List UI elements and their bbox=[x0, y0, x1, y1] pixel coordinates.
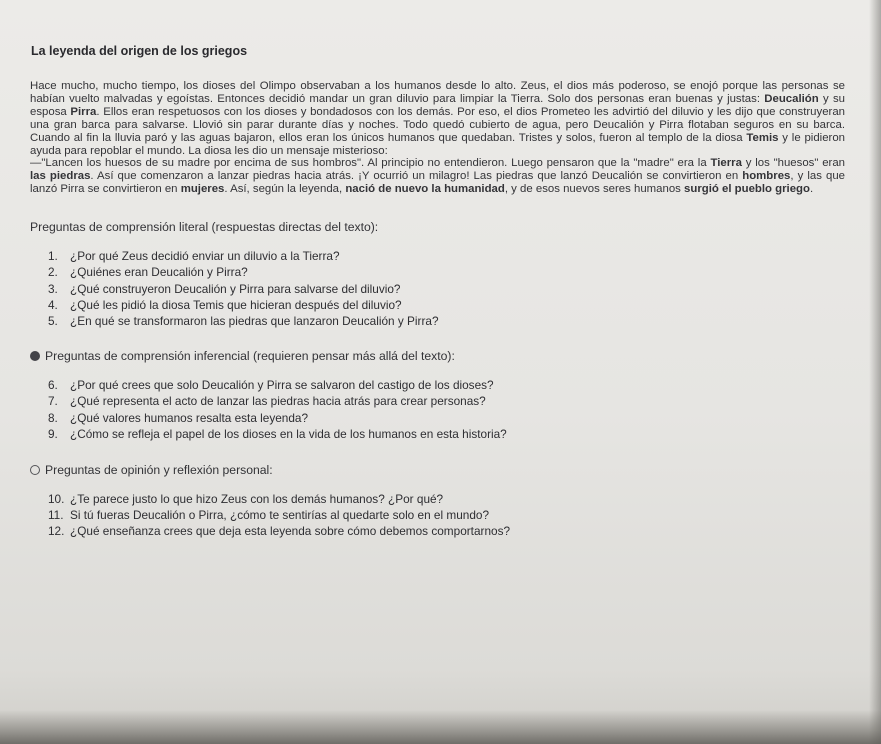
question-text: ¿Cómo se refleja el papel de los dioses en la vida de los humanos en esta historia? bbox=[70, 426, 507, 441]
question-text: ¿Qué representa el acto de lanzar las piedras hacia atrás para crear personas? bbox=[70, 394, 486, 409]
question-list-opinion bbox=[30, 491, 845, 540]
page-edge-shadow bbox=[869, 0, 881, 744]
story-text bbox=[30, 80, 845, 196]
question-number: 2. bbox=[48, 265, 58, 280]
question-item bbox=[48, 393, 845, 409]
bold-phrase: Deucalión bbox=[764, 92, 819, 105]
question-item bbox=[48, 313, 845, 329]
question-number: 4. bbox=[48, 297, 58, 312]
question-number: 10. bbox=[48, 491, 65, 506]
question-number: 12. bbox=[48, 524, 65, 539]
section-heading-opinion bbox=[30, 463, 845, 477]
question-item bbox=[48, 377, 845, 393]
question-number: 1. bbox=[48, 249, 58, 264]
story-paragraph-2 bbox=[30, 157, 845, 195]
question-text: ¿Qué les pidió la diosa Temis que hicieran después del diluvio? bbox=[70, 297, 402, 312]
story-paragraph-1 bbox=[30, 80, 845, 157]
story-run: —"Lancen los huesos de su madre por encima de sus hombros". Al principio no entendieron. Luego pensaron que la "madre" era la bbox=[30, 157, 711, 170]
question-item bbox=[48, 491, 845, 507]
question-item bbox=[48, 297, 845, 313]
story-run: . bbox=[809, 183, 814, 196]
question-text: ¿Qué enseñanza crees que deja esta leyenda sobre cómo debemos comportarnos? bbox=[70, 524, 511, 539]
story-run: , y de esos nuevos seres humanos bbox=[504, 183, 685, 196]
story-run: Hace mucho, mucho tiempo, los dioses del Olimpo observaban a los humanos desde lo alto. Zeus, el dios más poderoso, se enojó porque las personas se habían vuelto malvadas y egoístas. Entonces decidió mandar un gran diluvio para limpiar la Tierra. Solo dos personas eran buenas y justas: bbox=[30, 80, 845, 105]
filled-bullet-icon bbox=[30, 351, 40, 361]
story-run: y los "huesos" eran bbox=[741, 157, 845, 170]
question-text: ¿En qué se transformaron las piedras que lanzaron Deucalión y Pirra? bbox=[70, 313, 439, 328]
section-heading-text: Preguntas de opinión y reflexión personal: bbox=[45, 462, 273, 477]
story-run: y le pidieron ayuda para repoblar el mundo. La diosa les dio un mensaje misterioso: bbox=[30, 131, 845, 157]
question-item bbox=[48, 248, 845, 264]
question-item bbox=[48, 410, 845, 426]
question-item bbox=[48, 281, 845, 297]
question-number: 5. bbox=[48, 313, 58, 328]
document-body bbox=[30, 44, 845, 540]
question-number: 11. bbox=[48, 508, 64, 523]
question-list-inferential bbox=[30, 377, 845, 442]
section-heading-inferential bbox=[30, 349, 845, 363]
question-item bbox=[48, 264, 845, 280]
section-heading-text: Preguntas de comprensión inferencial (requieren pensar más allá del texto): bbox=[45, 349, 455, 364]
bold-phrase: hombres bbox=[742, 170, 791, 183]
question-number: 9. bbox=[48, 426, 58, 441]
bold-phrase: Pirra bbox=[70, 105, 97, 118]
question-number: 7. bbox=[48, 394, 58, 409]
story-run: . Así que comenzaron a lanzar piedras hacia atrás. ¡Y ocurrió un milagro! Las piedras que lanzó Deucalión se convirtieron en bbox=[90, 170, 743, 183]
story-run: . Así, según la leyenda, bbox=[224, 183, 346, 196]
document-title: La leyenda del origen de los griegos bbox=[31, 44, 248, 58]
section-heading-literal: Preguntas de comprensión literal (respuestas directas del texto): bbox=[30, 220, 379, 235]
question-item bbox=[48, 507, 845, 523]
bold-phrase: Tierra bbox=[710, 157, 742, 170]
bold-phrase: Temis bbox=[746, 131, 779, 144]
question-item bbox=[48, 523, 845, 539]
question-text: ¿Qué construyeron Deucalión y Pirra para salvarse del diluvio? bbox=[70, 281, 401, 296]
question-number: 6. bbox=[48, 378, 58, 393]
question-text: ¿Por qué Zeus decidió enviar un diluvio a la Tierra? bbox=[70, 249, 340, 264]
hollow-bullet-icon bbox=[30, 465, 40, 475]
question-number: 3. bbox=[48, 281, 58, 296]
bold-phrase: mujeres bbox=[180, 183, 225, 196]
bottom-shadow bbox=[0, 710, 881, 744]
question-text: ¿Quiénes eran Deucalión y Pirra? bbox=[70, 265, 248, 280]
question-text: ¿Por qué crees que solo Deucalión y Pirra se salvaron del castigo de los dioses? bbox=[70, 378, 494, 393]
bold-phrase: surgió el pueblo griego bbox=[684, 183, 810, 196]
question-text: Si tú fueras Deucalión o Pirra, ¿cómo te sentirías al quedarte solo en el mundo? bbox=[70, 508, 490, 523]
question-text: ¿Te parece justo lo que hizo Zeus con los demás humanos? ¿Por qué? bbox=[70, 491, 444, 506]
question-list-literal bbox=[30, 248, 845, 329]
story-run: , y las que lanzó Pirra se convirtieron en bbox=[30, 170, 845, 196]
bold-phrase: las piedras bbox=[30, 170, 91, 183]
story-run: y su esposa bbox=[30, 92, 845, 118]
question-number: 8. bbox=[48, 410, 58, 425]
bold-phrase: nació de nuevo la humanidad bbox=[345, 183, 505, 196]
question-text: ¿Qué valores humanos resalta esta leyenda? bbox=[70, 410, 309, 425]
story-run: . Ellos eran respetuosos con los dioses y bondadosos con los demás. Por eso, el dios Prometeo les advirtió del diluvio y les dijo que construyeran una gran barca para salvarse. Llovió sin parar durante días y noches. Todo quedó cubierto de agua, pero Deucalión y Pirra flotaban seguros en su barca. Cuando al fin la lluvia paró y las aguas bajaron, ellos eran los únicos humanos que quedaban. Tristes y solos, fueron al templo de la diosa bbox=[30, 105, 845, 144]
question-item bbox=[48, 426, 845, 442]
